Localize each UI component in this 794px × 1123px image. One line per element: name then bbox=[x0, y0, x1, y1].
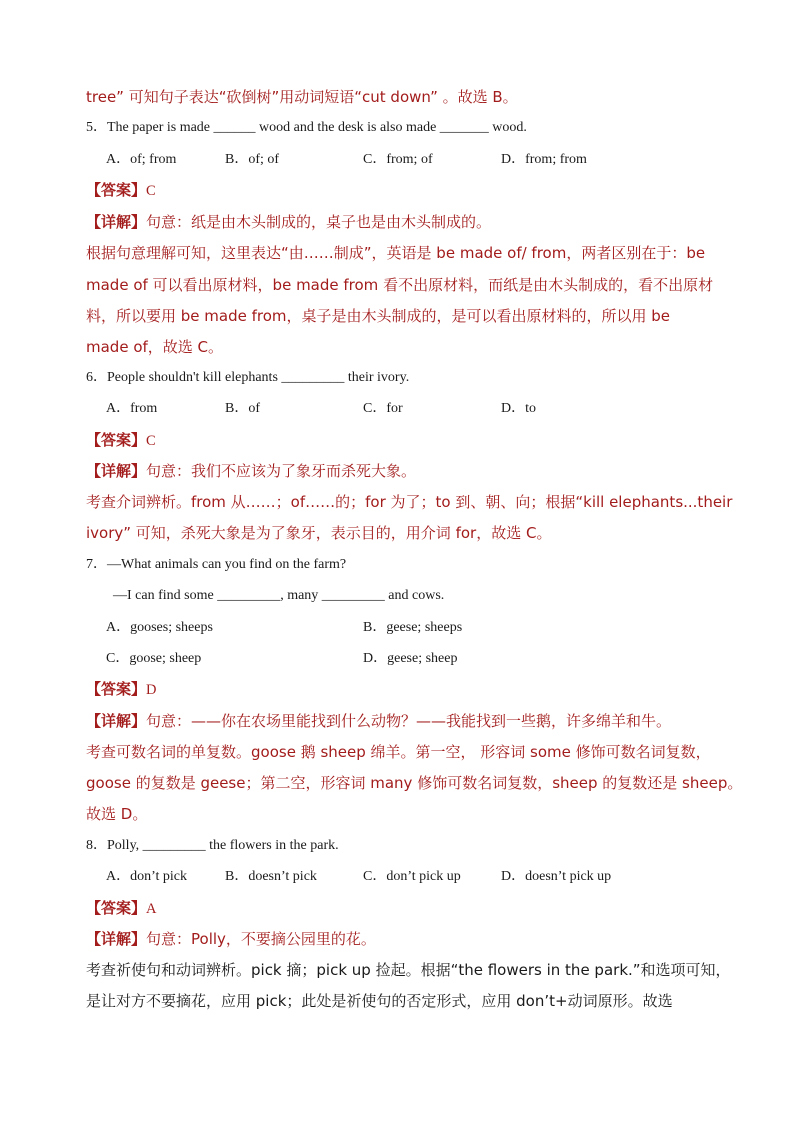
question-7-detail-3: goose 的复数是 geese；第二空，形容词 many 修饰可数名词复数，sheep 的复数还是 sheep。 bbox=[86, 774, 743, 792]
question-5-option-a: A．of; from bbox=[106, 152, 177, 167]
question-6-option-b: B．of bbox=[225, 401, 260, 416]
answer-value: A bbox=[146, 901, 157, 917]
detail-text: 句意：纸是由木头制成的，桌子也是由木头制成的。 bbox=[146, 213, 492, 231]
question-8-answer bbox=[86, 898, 157, 919]
question-8-option-d: D．doesn’t pick up bbox=[501, 869, 612, 884]
detail-text: 句意：我们不应该为了象牙而杀死大象。 bbox=[146, 462, 417, 480]
question-5-detail-2: 根据句意理解可知，这里表达“由……制成”，英语是 be made of/ from，两者区别在于：be bbox=[86, 244, 706, 262]
question-5-detail-4: 料，所以要用 be made from，桌子是由木头制成的，是可以看出原材料的，所以用 be bbox=[86, 307, 671, 325]
question-7-detail-4: 故选 D。 bbox=[86, 805, 148, 823]
detail-tag: 【详解】 bbox=[86, 930, 147, 948]
answer-value: C bbox=[146, 183, 156, 199]
question-7-option-b: B．geese; sheeps bbox=[363, 620, 463, 635]
question-6-option-a: A．from bbox=[106, 401, 158, 416]
question-7-stem-reply: —I can find some _________, many _________ and cows. bbox=[113, 588, 445, 603]
question-5-option-b: B．of; of bbox=[225, 152, 280, 167]
question-8-option-b: B．doesn’t pick bbox=[225, 869, 317, 884]
question-7-answer bbox=[86, 679, 157, 700]
question-5-detail-5: made of，故选 C。 bbox=[86, 338, 224, 356]
question-7-option-a: A．gooses; sheeps bbox=[106, 620, 213, 635]
question-5-answer bbox=[86, 180, 156, 201]
question-7-detail-1 bbox=[86, 711, 671, 731]
question-6-option-c: C．for bbox=[363, 401, 403, 416]
question-7-detail-2: 考查可数名词的单复数。goose 鹅 sheep 绵羊。第一空， 形容词 some 修饰可数名词复数， bbox=[86, 743, 711, 761]
question-8-detail-1 bbox=[86, 929, 376, 949]
answer-tag: 【答案】 bbox=[86, 181, 147, 199]
question-7-option-d: D．geese; sheep bbox=[363, 651, 458, 666]
detail-text: 句意：——你在农场里能找到什么动物？——我能找到一些鹅，许多绵羊和牛。 bbox=[146, 712, 672, 730]
answer-value: C bbox=[146, 433, 156, 449]
detail-tag: 【详解】 bbox=[86, 462, 147, 480]
answer-tag: 【答案】 bbox=[86, 680, 147, 698]
question-5-option-d: D．from; from bbox=[501, 152, 587, 167]
question-8-detail-2: 考查祈使句和动词辨析。pick 摘；pick up 捡起。根据“the flowers in the park.”和选项可知， bbox=[86, 961, 731, 979]
question-8-option-c: C．don’t pick up bbox=[363, 869, 461, 884]
question-6-detail-1 bbox=[86, 461, 416, 481]
question-6-detail-2: 考查介词辨析。from 从……；of……的；for 为了；to 到、朝、向；根据“kill elephants...their bbox=[86, 493, 733, 511]
question-5-option-c: C．from; of bbox=[363, 152, 433, 167]
detail-tag: 【详解】 bbox=[86, 213, 147, 231]
answer-tag: 【答案】 bbox=[86, 899, 147, 917]
detail-text: 句意：Polly，不要摘公园里的花。 bbox=[146, 930, 376, 948]
question-8-detail-3: 是让对方不要摘花，应用 pick；此处是祈使句的否定形式，应用 don’t+动词原形。故选 bbox=[86, 992, 673, 1010]
question-6-option-d: D．to bbox=[501, 401, 536, 416]
question-6-detail-3: ivory” 可知，杀死大象是为了象牙，表示目的，用介词 for，故选 C。 bbox=[86, 524, 552, 542]
answer-value: D bbox=[146, 682, 157, 698]
question-7-stem: 7．—What animals can you find on the farm? bbox=[86, 557, 347, 572]
question-6-answer bbox=[86, 430, 156, 451]
question-5-detail-3: made of 可以看出原材料，be made from 看不出原材料，而纸是由木头制成的，看不出原材 bbox=[86, 276, 714, 294]
question-7-option-c: C．goose; sheep bbox=[106, 651, 202, 666]
answer-tag: 【答案】 bbox=[86, 431, 147, 449]
question-6-stem: 6．People shouldn't kill elephants _________ their ivory. bbox=[86, 370, 410, 385]
question-5-stem: 5．The paper is made ______ wood and the desk is also made _______ wood. bbox=[86, 120, 527, 135]
question-8-option-a: A．don’t pick bbox=[106, 869, 188, 884]
question-8-stem: 8．Polly, _________ the flowers in the park. bbox=[86, 838, 339, 853]
detail-tag: 【详解】 bbox=[86, 712, 147, 730]
explanation-line: tree” 可知句子表达“砍倒树”用动词短语“cut down” 。故选 B。 bbox=[86, 88, 518, 106]
question-5-detail-1 bbox=[86, 212, 491, 232]
